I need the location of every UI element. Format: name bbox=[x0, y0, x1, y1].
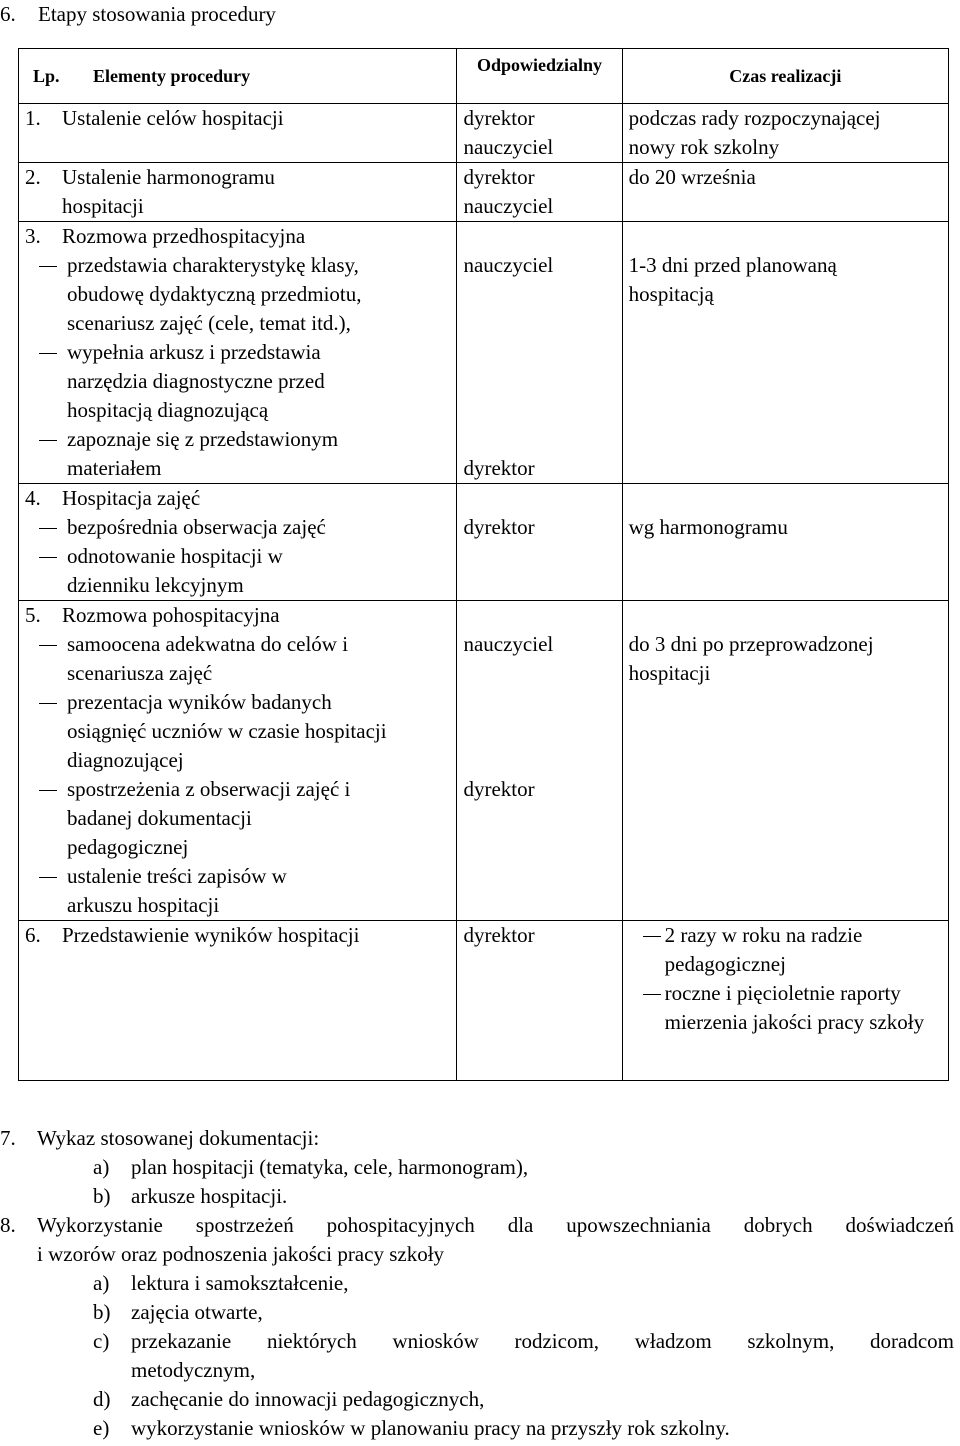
dash-bullet bbox=[25, 542, 67, 571]
section-6-heading bbox=[0, 0, 276, 29]
section-number: 8. bbox=[0, 1213, 16, 1237]
dash-bullet bbox=[25, 630, 67, 659]
dash-bullet bbox=[25, 775, 67, 804]
dash-bullet bbox=[629, 979, 665, 1008]
list-item: b) zajęcia otwarte, bbox=[93, 1300, 263, 1324]
table-row bbox=[19, 921, 949, 1081]
dash-bullet bbox=[25, 425, 67, 454]
dash-bullet bbox=[25, 862, 67, 891]
row-title: Rozmowa przedhospitacyjna bbox=[62, 224, 306, 248]
table-row bbox=[19, 222, 949, 484]
time-text: hospitacji bbox=[628, 661, 711, 685]
time-cell bbox=[622, 104, 948, 163]
list-item: wypełnia arkusz i przedstawia narzędzia diagnostyczne przed hospitacją diagnozującą bbox=[25, 338, 454, 425]
responsible-cell bbox=[457, 104, 622, 163]
element-cell bbox=[19, 222, 457, 484]
time-text: podczas rady rozpoczynającej bbox=[628, 106, 881, 130]
section-number: 6. bbox=[0, 2, 16, 26]
row-title: Hospitacja zajęć bbox=[62, 486, 201, 510]
list-item: bezpośrednia obserwacja zajęć bbox=[25, 513, 454, 542]
time-text: do 3 dni po przeprowadzonej bbox=[628, 632, 874, 656]
list-item: 2 razy w roku na radzie pedagogicznej bbox=[629, 921, 946, 979]
element-cell bbox=[19, 484, 457, 601]
list-item: a) lektura i samokształcenie, bbox=[93, 1271, 349, 1295]
responsible-name: dyrektor bbox=[463, 515, 535, 539]
list-item: e) wykorzystanie wniosków w planowaniu pracy na przyszły rok szkolny. bbox=[93, 1416, 730, 1440]
list-item: roczne i pięcioletnie raporty mierzenia jakości pracy szkoły bbox=[629, 979, 946, 1037]
table-row bbox=[19, 484, 949, 601]
responsible-cell bbox=[457, 222, 622, 484]
list-item: samoocena adekwatna do celów i scenariusza zajęć bbox=[25, 630, 454, 688]
list-item: b) arkusze hospitacji. bbox=[93, 1184, 288, 1208]
responsible-cell bbox=[457, 484, 622, 601]
table-header-row bbox=[19, 49, 949, 104]
table-row bbox=[19, 163, 949, 222]
header-elements: Elementy procedury bbox=[93, 66, 251, 86]
procedure-stages-table bbox=[18, 48, 949, 1081]
list-item: spostrzeżenia z obserwacji zajęć i badanej dokumentacji pedagogicznej bbox=[25, 775, 454, 862]
header-lp-elements bbox=[19, 49, 457, 104]
dash-bullet bbox=[25, 688, 67, 717]
list-item: odnotowanie hospitacji w dzienniku lekcyjnym bbox=[25, 542, 454, 600]
list-item: ustalenie treści zapisów w arkuszu hospitacji bbox=[25, 862, 454, 920]
responsible-cell bbox=[457, 921, 622, 1081]
row-number: 1. bbox=[25, 106, 41, 130]
element-cell bbox=[19, 601, 457, 921]
responsible-name: dyrektor bbox=[463, 923, 535, 947]
element-cell bbox=[19, 921, 457, 1081]
section-8-heading bbox=[0, 1211, 960, 1269]
list-item: c) przekazanie niektórych wniosków rodzicom, władzom szkolnym, doradcom metodycznym, bbox=[93, 1329, 954, 1382]
document-body bbox=[0, 1124, 960, 1443]
responsible-name: nauczyciel bbox=[463, 135, 554, 159]
section-7-heading bbox=[0, 1124, 960, 1153]
header-responsible: Odpowiedzialny bbox=[457, 49, 622, 104]
responsible-name: dyrektor bbox=[463, 106, 535, 130]
section-title: i wzorów oraz podnoszenia jakości pracy szkoły bbox=[37, 1242, 445, 1266]
list-item: d) zachęcanie do innowacji pedagogicznych, bbox=[93, 1387, 485, 1411]
row-title: Ustalenie celów hospitacji bbox=[62, 106, 284, 130]
table-row bbox=[19, 601, 949, 921]
responsible-name: dyrektor bbox=[463, 777, 535, 801]
responsible-name: dyrektor bbox=[463, 456, 535, 480]
time-cell bbox=[622, 222, 948, 484]
list-item: prezentacja wyników badanych osiągnięć uczniów w czasie hospitacji diagnozującej bbox=[25, 688, 454, 775]
row-number: 4. bbox=[25, 486, 41, 510]
time-cell bbox=[622, 163, 948, 222]
responsible-name: nauczyciel bbox=[463, 194, 554, 218]
section-title: Wykorzystanie spostrzeżeń pohospitacyjnych dla upowszechniania dobrych doświadczeń bbox=[37, 1213, 954, 1237]
list-item: przedstawia charakterystykę klasy, obudowę dydaktyczną przedmiotu, scenariusz zajęć (cele, temat itd.), bbox=[25, 251, 454, 338]
dash-bullet bbox=[25, 513, 67, 542]
time-text: nowy rok szkolny bbox=[628, 135, 780, 159]
row-number: 3. bbox=[25, 224, 41, 248]
row-title: Ustalenie harmonogramu hospitacji bbox=[62, 165, 275, 218]
row-title: Rozmowa pohospitacyjna bbox=[62, 603, 280, 627]
time-text: do 20 września bbox=[628, 165, 756, 189]
header-lp: Lp. bbox=[33, 66, 60, 86]
element-cell bbox=[19, 163, 457, 222]
table-row bbox=[19, 104, 949, 163]
time-cell bbox=[622, 601, 948, 921]
responsible-cell bbox=[457, 163, 622, 222]
time-text: wg harmonogramu bbox=[628, 515, 788, 539]
time-text: 1-3 dni przed planowaną bbox=[628, 253, 837, 277]
dash-bullet bbox=[25, 338, 67, 367]
list-item: a) plan hospitacji (tematyka, cele, harmonogram), bbox=[93, 1155, 529, 1179]
list-item: zapoznaje się z przedstawionym materiałem bbox=[25, 425, 454, 483]
dash-bullet bbox=[25, 251, 67, 280]
time-cell bbox=[622, 484, 948, 601]
row-number: 6. bbox=[25, 923, 41, 947]
dash-bullet bbox=[629, 921, 665, 950]
responsible-name: nauczyciel bbox=[463, 253, 554, 277]
responsible-name: dyrektor bbox=[463, 165, 535, 189]
header-time: Czas realizacji bbox=[622, 49, 948, 104]
row-number: 5. bbox=[25, 603, 41, 627]
responsible-name: nauczyciel bbox=[463, 632, 554, 656]
row-title: Przedstawienie wyników hospitacji bbox=[62, 923, 360, 947]
section-title: Wykaz stosowanej dokumentacji: bbox=[37, 1126, 320, 1150]
time-text: hospitacją bbox=[628, 282, 714, 306]
row-number: 2. bbox=[25, 165, 41, 189]
time-cell bbox=[622, 921, 948, 1081]
section-number: 7. bbox=[0, 1126, 16, 1150]
responsible-cell bbox=[457, 601, 622, 921]
section-title: Etapy stosowania procedury bbox=[38, 2, 276, 26]
element-cell bbox=[19, 104, 457, 163]
